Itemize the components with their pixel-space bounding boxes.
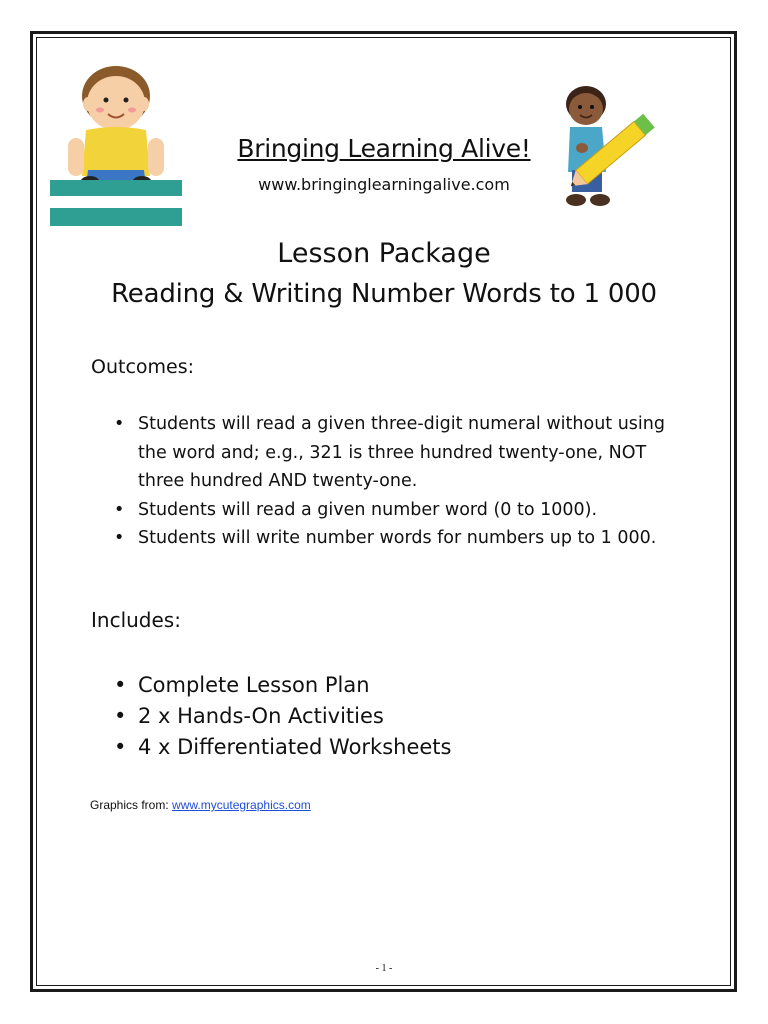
outcomes-heading: Outcomes: [91, 356, 195, 378]
includes-list [114, 670, 674, 763]
outcome-item: • Students will read a given three-digit numeral without using the word and; e.g., 321 is three hundred twenty-one, NOT three hundred AND twenty-one. [114, 410, 674, 496]
brand-url: www.bringinglearningalive.com [258, 175, 510, 194]
includes-heading: Includes: [91, 608, 181, 632]
outcomes-list [114, 410, 674, 553]
include-item: • 4 x Differentiated Worksheets [114, 732, 674, 763]
graphics-credit [90, 798, 311, 812]
outcome-item: • Students will read a given number word (0 to 1000). [114, 496, 674, 525]
lesson-package-label: Lesson Package [277, 238, 491, 269]
page-number: - 1 - [375, 963, 393, 974]
credit-link[interactable]: www.mycutegraphics.com [172, 798, 311, 812]
credit-label: Graphics from: [90, 798, 169, 812]
outcome-item: • Students will write number words for numbers up to 1 000. [114, 524, 674, 553]
brand-title: Bringing Learning Alive! [237, 134, 531, 163]
include-item: • Complete Lesson Plan [114, 670, 674, 701]
include-item: • 2 x Hands-On Activities [114, 701, 674, 732]
lesson-title: Reading & Writing Number Words to 1 000 [111, 279, 657, 309]
